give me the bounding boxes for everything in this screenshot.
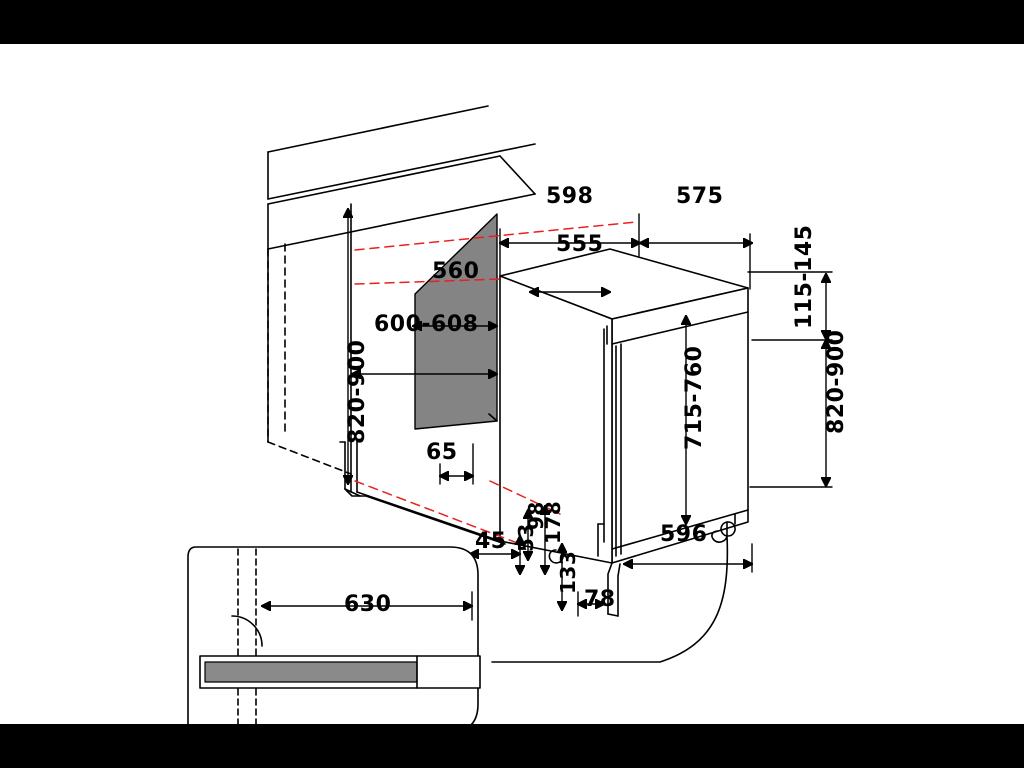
dimension-label-575: 575 xyxy=(676,184,724,209)
dimension-label-133: 133 xyxy=(556,550,580,594)
dimension-label-53: 53 xyxy=(514,523,538,552)
dimension-label-65: 65 xyxy=(426,440,458,465)
dimension-label-555: 555 xyxy=(556,232,604,257)
dimension-label-820-900-right: 820-900 xyxy=(824,329,849,434)
dimension-label-715-760: 715-760 xyxy=(682,345,707,450)
door-opening-detail xyxy=(188,547,480,724)
dimension-label-98: 98 xyxy=(524,501,548,530)
installation-drawing-svg xyxy=(0,44,1024,724)
dimension-label-45: 45 xyxy=(475,529,507,554)
dimension-label-600-608: 600-608 xyxy=(374,312,479,337)
dimension-label-598: 598 xyxy=(546,184,594,209)
dimension-label-596: 596 xyxy=(660,522,708,547)
dimension-label-115-145: 115-145 xyxy=(792,224,817,329)
dimension-label-178: 178 xyxy=(541,500,565,544)
dimension-label-820-900-left: 820-900 xyxy=(345,339,370,444)
dimension-label-630: 630 xyxy=(344,592,392,617)
dimension-label-78: 78 xyxy=(584,587,616,612)
dimension-label-560: 560 xyxy=(432,259,480,284)
appliance-body xyxy=(500,249,748,616)
diagram-canvas xyxy=(0,44,1024,724)
